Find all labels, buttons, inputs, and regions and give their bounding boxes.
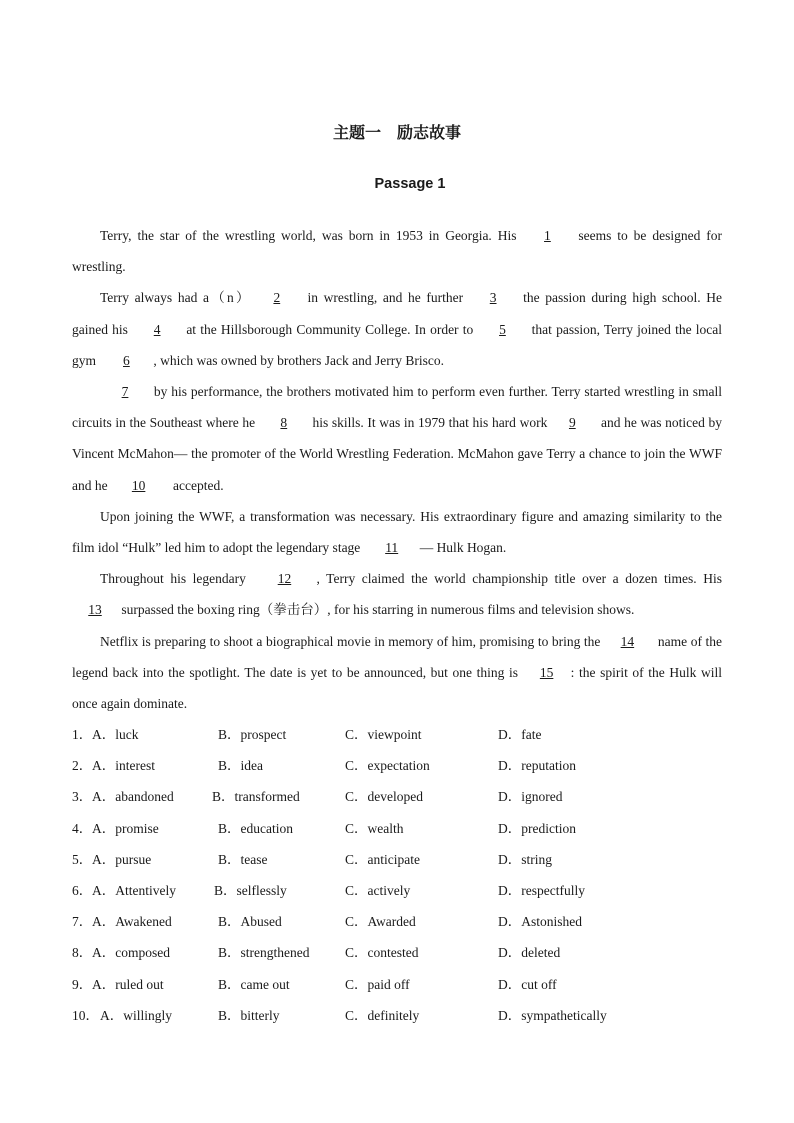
option-a[interactable]: A．abandoned	[92, 789, 174, 805]
option-c[interactable]: C．wealth	[345, 820, 404, 836]
blank-9: 9	[568, 415, 576, 431]
option-b[interactable]: B．bitterly	[218, 1007, 280, 1023]
blank-3: 3	[489, 290, 497, 306]
blank-7: 7	[121, 384, 129, 400]
text-run: : the spirit of the Hulk will once again dominate.	[72, 664, 722, 712]
option-d[interactable]: D．string	[498, 851, 552, 867]
blank-13: 13	[88, 602, 102, 618]
option-a[interactable]: A．willingly	[100, 1007, 173, 1023]
option-b[interactable]: B．tease	[218, 851, 268, 867]
option-d[interactable]: D．cut off	[498, 976, 557, 992]
blank-4: 4	[153, 321, 161, 337]
blank-1: 1	[544, 228, 551, 243]
text-run: name of the legend back into the spotlight. The date is yet to be announced, but one thing is	[72, 633, 722, 680]
option-c[interactable]: C．definitely	[345, 1007, 420, 1023]
blank-6: 6	[123, 352, 130, 368]
question-number: 4．	[72, 820, 93, 836]
question-number: 3．	[72, 789, 93, 805]
option-b[interactable]: B．education	[218, 820, 293, 836]
text-run: surpassed the boxing ring（拳击台）, for his starring in numerous films and television shows.	[118, 602, 635, 618]
blank-10: 10	[131, 477, 146, 493]
question-number: 10．	[72, 1007, 99, 1023]
passage-title: Passage 1	[374, 176, 446, 192]
question-row	[72, 906, 722, 937]
option-b[interactable]: B．transformed	[212, 789, 300, 805]
option-d[interactable]: D．Astonished	[498, 914, 582, 930]
question-row	[72, 875, 722, 906]
option-c[interactable]: C．actively	[345, 882, 411, 898]
question-row	[72, 813, 722, 844]
option-a[interactable]: A．luck	[92, 727, 139, 742]
text-run: the passion during high school. He gained his	[72, 290, 722, 337]
blank-15: 15	[539, 664, 554, 680]
question-options	[72, 719, 722, 1031]
option-a[interactable]: A．composed	[92, 945, 170, 961]
option-c[interactable]: C．expectation	[345, 758, 430, 774]
passage-body	[72, 220, 722, 719]
question-number: 7．	[72, 914, 93, 930]
paragraph-6	[72, 626, 722, 720]
blank-11: 11	[385, 540, 399, 556]
question-number: 6．	[72, 882, 93, 898]
question-row	[72, 750, 722, 781]
text-run: Upon joining the WWF, a transformation was necessary. His extraordinary figure and amazing similarity to the film idol “Hulk” led him to adopt the legendary stage	[72, 508, 722, 556]
paragraph-2	[72, 282, 722, 376]
text-run: at the Hillsborough Community College. In order to	[182, 321, 478, 337]
question-row	[72, 969, 722, 1000]
blank-2: 2	[273, 290, 281, 306]
option-d[interactable]: D．ignored	[498, 789, 563, 805]
option-c[interactable]: C．developed	[345, 789, 423, 805]
text-run: seems to be designed for wrestling.	[72, 228, 723, 275]
question-number: 2．	[72, 758, 93, 774]
text-run: in wrestling, and he further	[301, 290, 464, 306]
question-row	[72, 719, 722, 750]
text-run: by his performance, the brothers motivated him to perform even further. Terry started wrestling in small circuits in the Southeast where he	[72, 384, 722, 431]
question-number: 8．	[72, 945, 93, 961]
option-a[interactable]: A．promise	[92, 820, 159, 836]
option-a[interactable]: A．pursue	[92, 851, 152, 867]
question-row	[72, 937, 722, 968]
blank-12: 12	[277, 571, 292, 587]
paragraph-3	[72, 376, 722, 501]
text-run: Throughout his legendary	[100, 571, 253, 587]
option-c[interactable]: C．anticipate	[345, 851, 420, 867]
option-b[interactable]: B．prospect	[218, 727, 287, 742]
paragraph-5	[72, 563, 722, 625]
text-run: accepted.	[169, 477, 224, 493]
option-a[interactable]: A．interest	[92, 758, 155, 774]
blank-8: 8	[280, 415, 288, 431]
text-run: , Terry claimed the world championship title over a dozen times. His	[316, 571, 722, 587]
option-d[interactable]: D．deleted	[498, 945, 561, 961]
paragraph-1	[72, 220, 722, 282]
text-run: Terry, the star of the wrestling world, was born in 1953 in Georgia. His	[100, 228, 523, 243]
option-c[interactable]: C．Awarded	[345, 914, 416, 930]
text-run: Terry always had a（n）	[100, 290, 252, 306]
option-d[interactable]: D．reputation	[498, 758, 576, 774]
text-run: and he was noticed by Vincent McMahon— the promoter of the World Wrestling Federation. McMahon gave Terry a chance to join the WWF and he	[72, 415, 722, 493]
text-run: his skills. It was in 1979 that his hard work	[308, 415, 548, 431]
blank-5: 5	[499, 321, 506, 337]
option-d[interactable]: D．prediction	[498, 820, 576, 836]
page-title: 主题一 励志故事	[332, 123, 461, 142]
option-a[interactable]: A．Awakened	[92, 914, 172, 930]
question-number: 9．	[72, 976, 93, 992]
text-run: , which was owned by brothers Jack and Jerry Brisco.	[153, 352, 444, 368]
option-c[interactable]: C．viewpoint	[345, 727, 422, 742]
option-c[interactable]: C．paid off	[345, 976, 410, 992]
question-number: 1．	[72, 727, 93, 742]
option-d[interactable]: D．sympathetically	[498, 1007, 607, 1023]
question-row	[72, 844, 722, 875]
option-b[interactable]: B．strengthened	[218, 945, 310, 961]
option-b[interactable]: B．Abused	[218, 914, 282, 930]
option-c[interactable]: C．contested	[345, 945, 419, 961]
question-row	[72, 1000, 722, 1031]
option-a[interactable]: A．Attentively	[92, 882, 176, 898]
text-run: that passion, Terry joined the local gym	[72, 321, 722, 368]
text-run: — Hulk Hogan.	[419, 540, 507, 556]
option-a[interactable]: A．ruled out	[92, 976, 164, 992]
question-row	[72, 781, 722, 812]
option-b[interactable]: B．selflessly	[214, 882, 287, 898]
option-b[interactable]: B．came out	[218, 976, 290, 992]
question-number: 5．	[72, 851, 93, 867]
option-d[interactable]: D．fate	[498, 727, 542, 742]
option-d[interactable]: D．respectfully	[498, 882, 585, 898]
text-run: Netflix is preparing to shoot a biographical movie in memory of him, promising to bring the	[100, 633, 601, 649]
blank-14: 14	[620, 633, 635, 649]
paragraph-4	[72, 501, 722, 563]
option-b[interactable]: B．idea	[218, 758, 263, 774]
